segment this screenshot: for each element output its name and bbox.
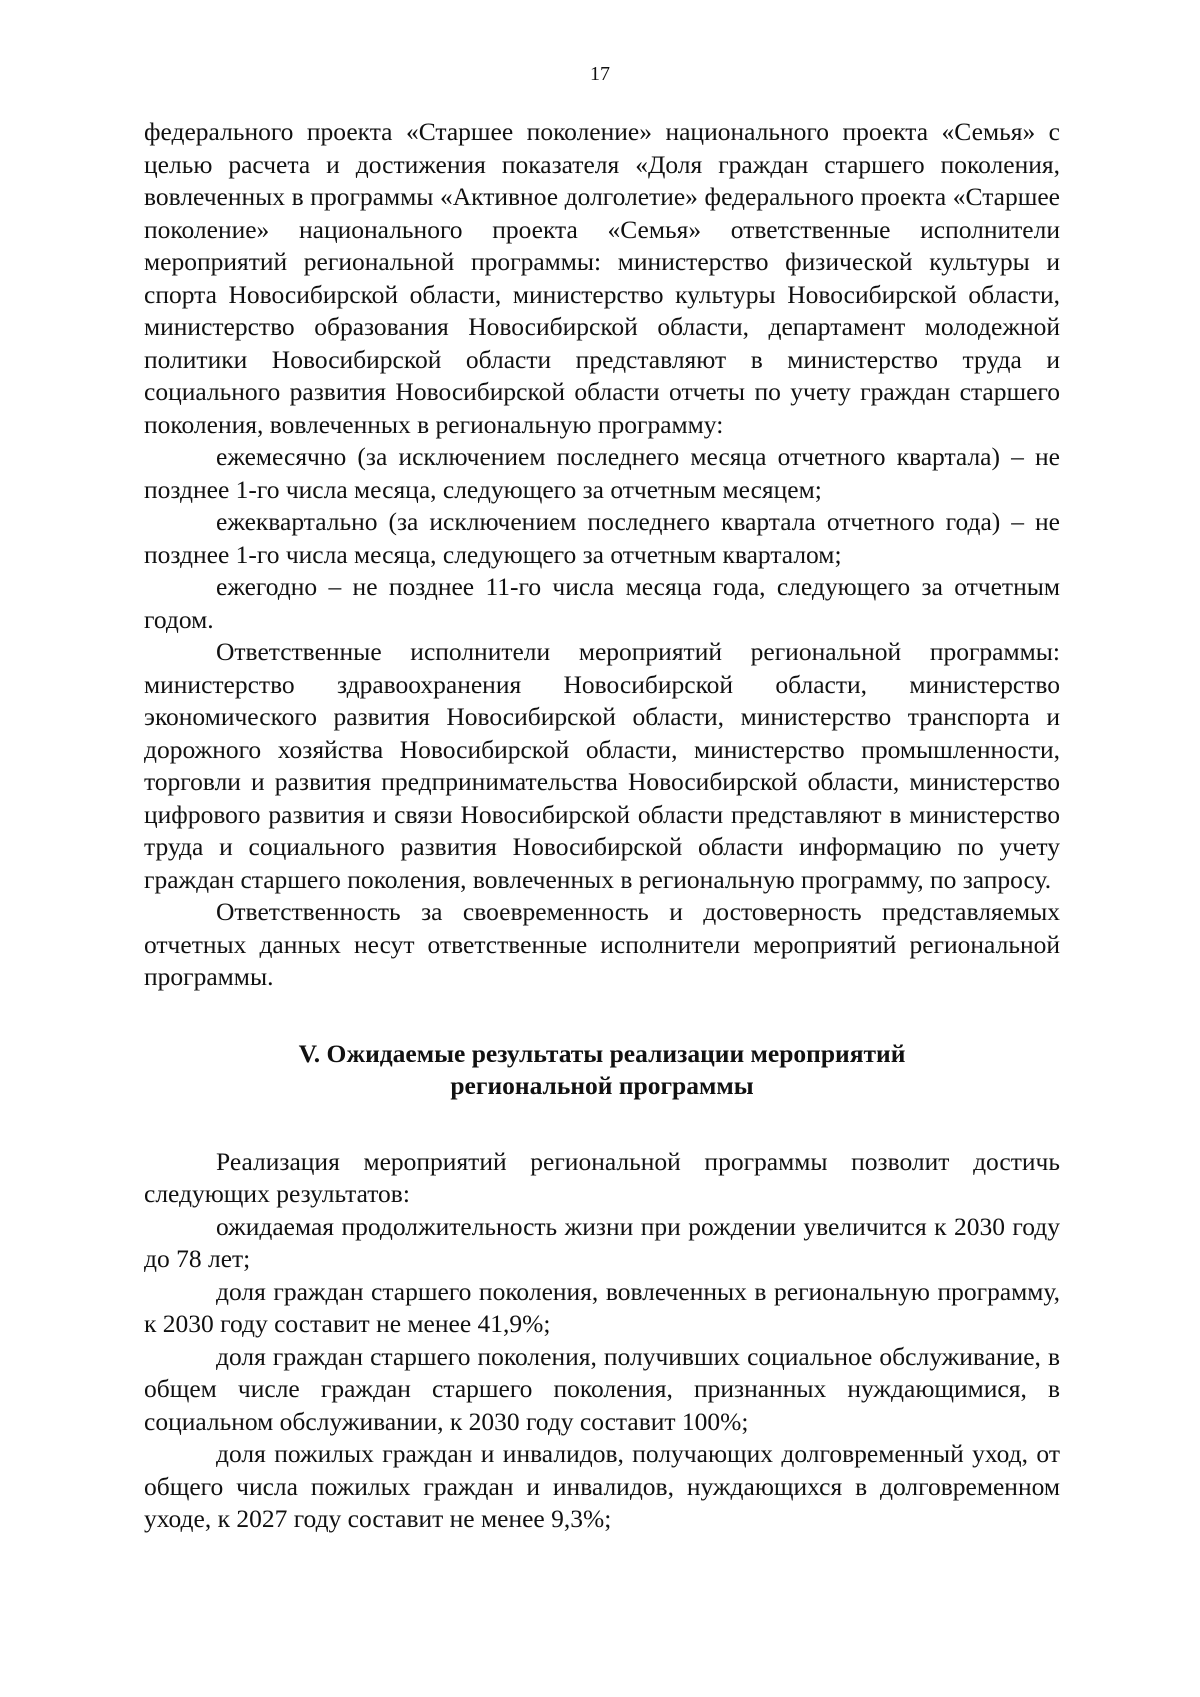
paragraph: доля граждан старшего поколения, вовлеченных в региональную программу, к 2030 году составит не менее 41,9%;: [144, 1276, 1060, 1338]
paragraph: ежегодно – не позднее 11-го числа месяца года, следующего за отчетным годом.: [144, 572, 1060, 634]
paragraphs-after-heading: [144, 1146, 1060, 1536]
paragraphs-before-heading: [144, 116, 1060, 994]
paragraph: федерального проекта «Старшее поколение» национального проекта «Семья» с целью расчета и достижения показателя «Доля граждан старшего поколения, вовлеченных в программы «Активное долголетие» федерального проекта «Старшее поколение» национального проекта «Семья» ответственные исполнители мероприятий региональной программы: министерство физической культуры и спорта Новосибирской области, министерство культуры Новосибирской области, министерство образования Новосибирской области, департамент молодежной политики Новосибирской области представляют в министерство труда и социального развития Новосибирской области отчеты по учету граждан старшего поколения, вовлеченных в региональную программу:: [144, 117, 1060, 439]
paragraph: ежеквартально (за исключением последнего квартала отчетного года) – не позднее 1-го числа месяца, следующего за отчетным кварталом;: [144, 507, 1060, 569]
section-heading: [144, 1038, 1060, 1103]
page-number: 17: [590, 63, 610, 85]
paragraph: ежемесячно (за исключением последнего месяца отчетного квартала) – не позднее 1-го числа месяца, следующего за отчетным месяцем;: [144, 442, 1060, 504]
paragraph: доля граждан старшего поколения, получивших социальное обслуживание, в общем числе граждан старшего поколения, признанных нуждающимися, в социальном обслуживании, к 2030 году составит 100%;: [144, 1341, 1060, 1436]
paragraph: ожидаемая продолжительность жизни при рождении увеличится к 2030 году до 78 лет;: [144, 1211, 1060, 1273]
paragraph: Ответственные исполнители мероприятий региональной программы: министерство здравоохранения Новосибирской области, министерство экономического развития Новосибирской области, министерство транспорта и дорожного хозяйства Новосибирской области, министерство промышленности, торговли и развития предпринимательства Новосибирской области, министерство цифрового развития и связи Новосибирской области представляют в министерство труда и социального развития Новосибирской области информацию по учету граждан старшего поколения, вовлеченных в региональную программу, по запросу.: [144, 637, 1060, 894]
paragraph: Реализация мероприятий региональной программы позволит достичь следующих результатов:: [144, 1146, 1060, 1208]
paragraph: Ответственность за своевременность и достоверность представляемых отчетных данных несут ответственные исполнители мероприятий региональной программы.: [144, 897, 1060, 991]
section-heading-line-1: V. Ожидаемые результаты реализации мероприятий: [298, 1038, 906, 1068]
document-body: [144, 116, 1060, 1536]
paragraph: доля пожилых граждан и инвалидов, получающих долговременный уход, от общего числа пожилых граждан и инвалидов, нуждающихся в долговременном уходе, к 2027 году составит не менее 9,3%;: [144, 1439, 1060, 1533]
section-heading-line-2: региональной программы: [450, 1071, 754, 1100]
